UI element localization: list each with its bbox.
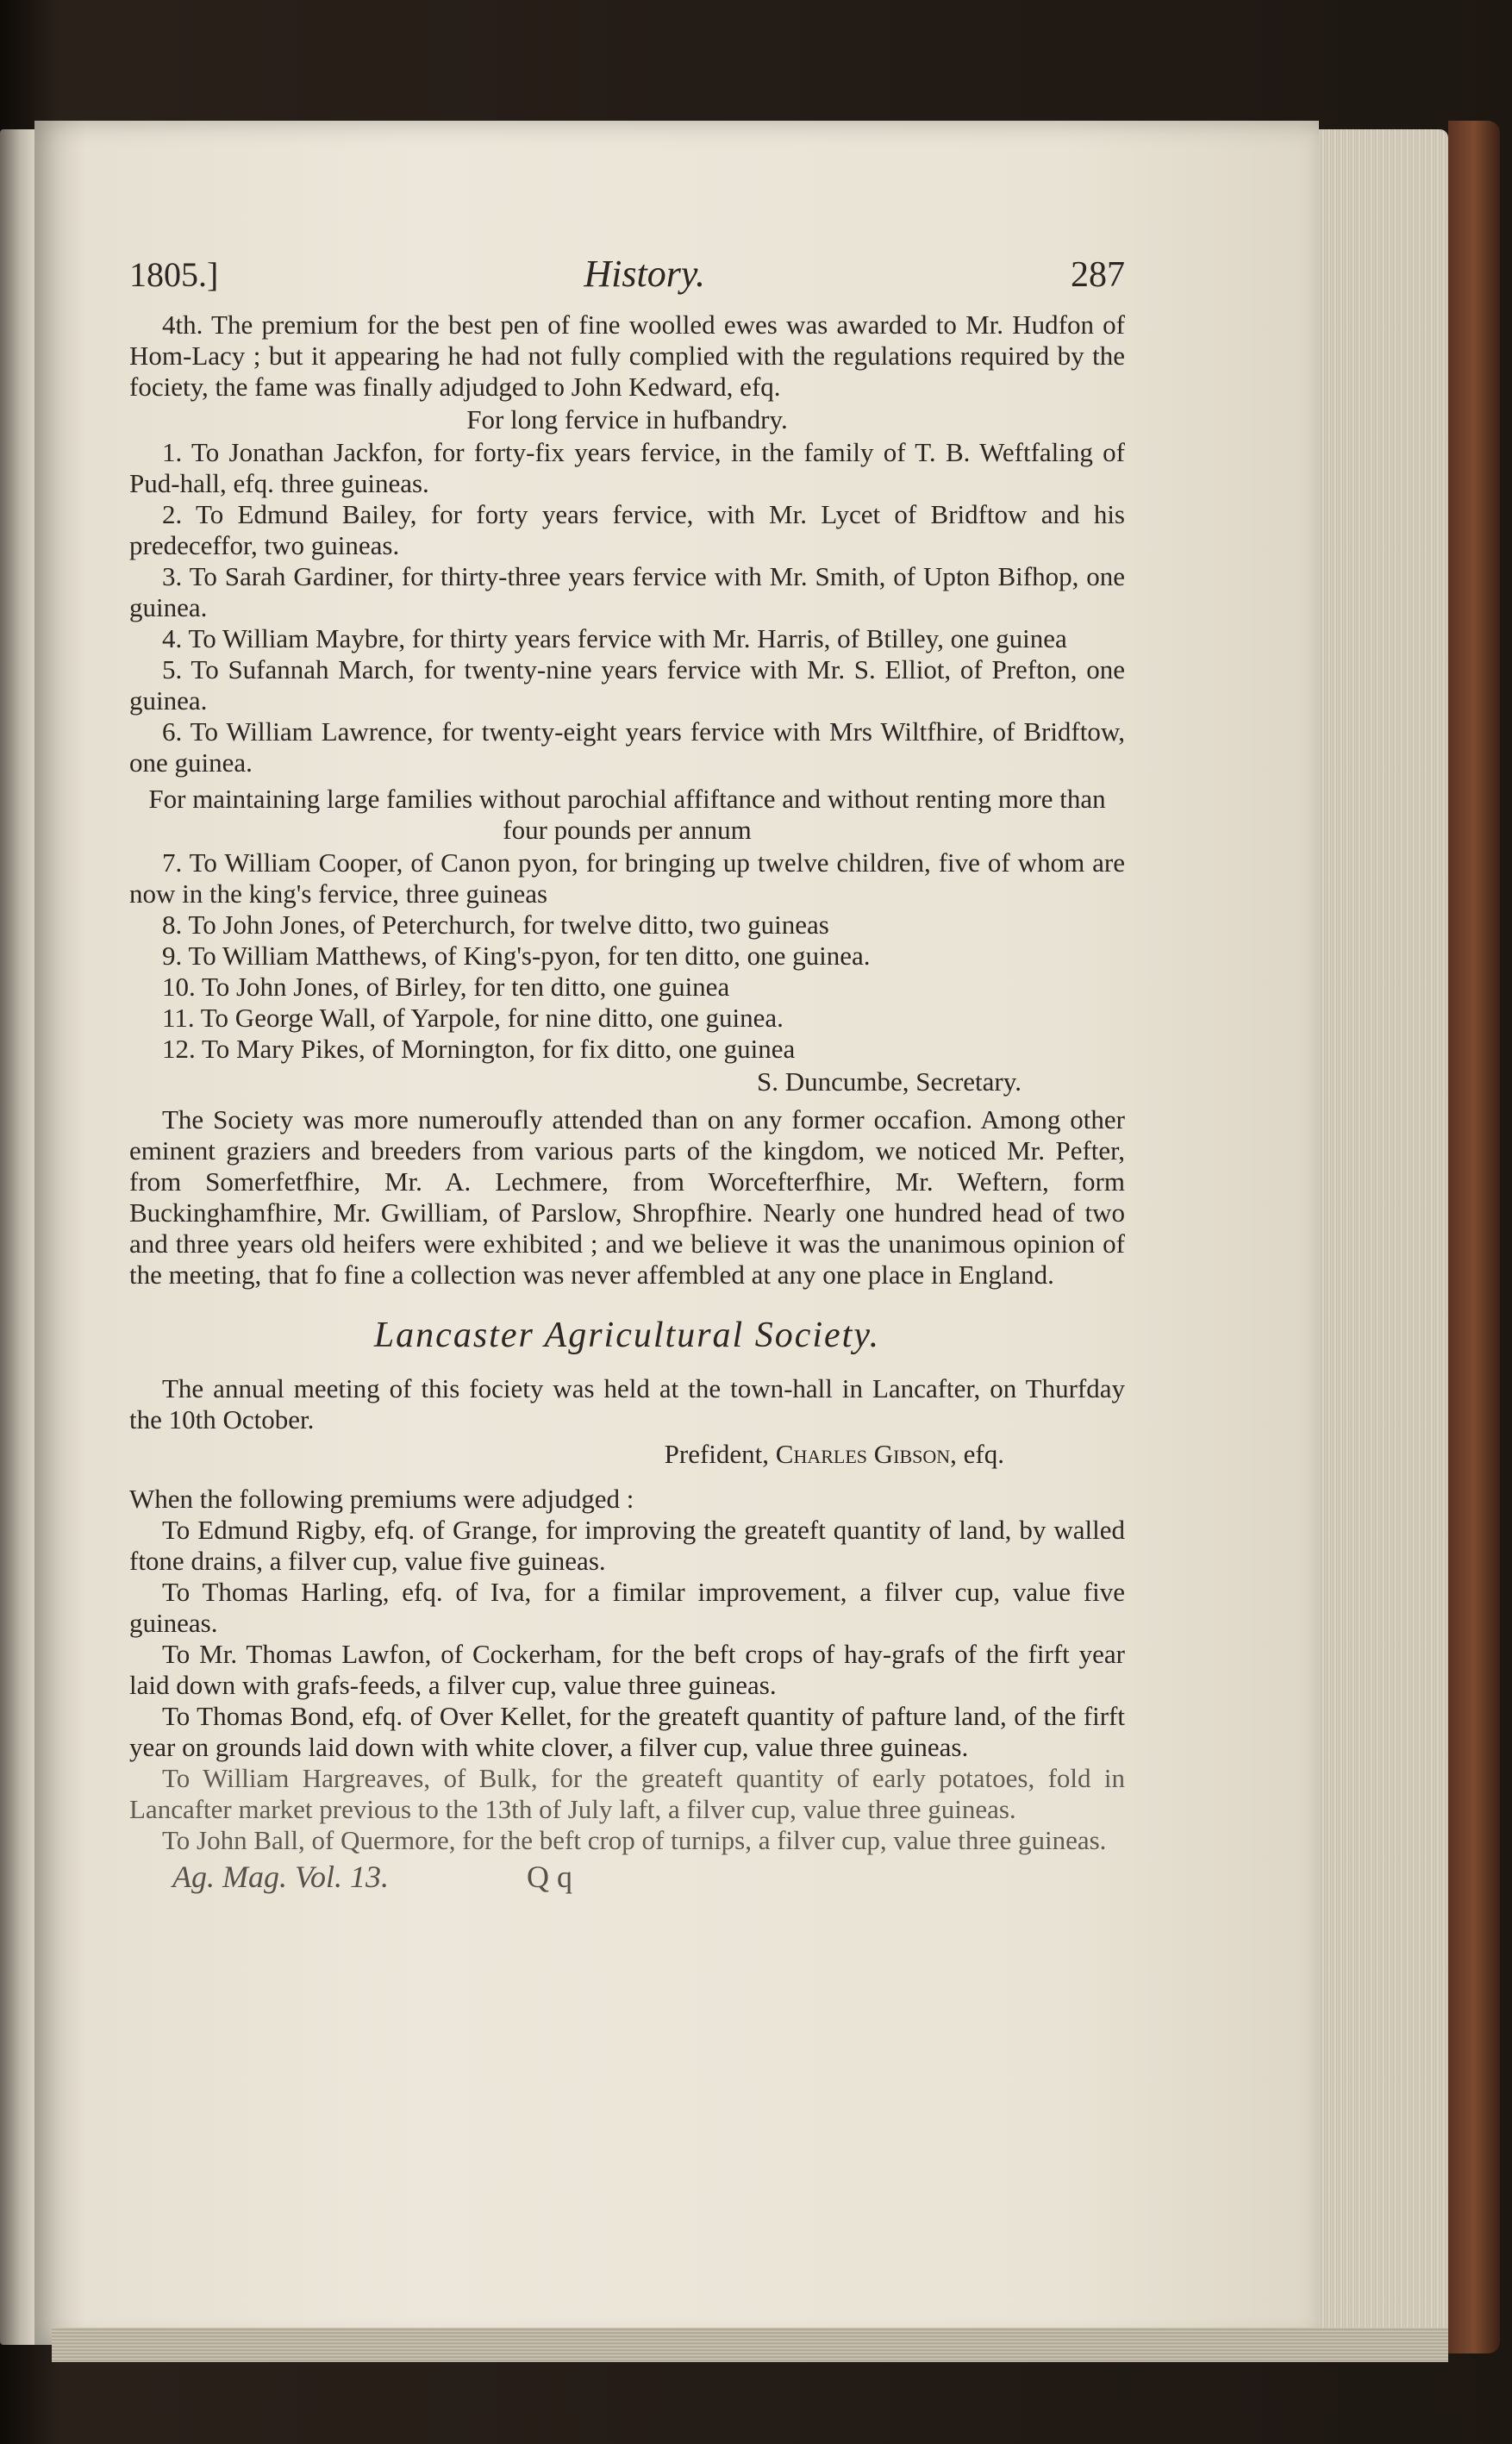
list-item: To William Hargreaves, of Bulk, for the greateft quantity of early potatoes, fold in Lancafter market previous to the 13th of July laft, a filver cup, value three guineas.: [129, 1763, 1125, 1824]
list-item: To John Ball, of Quermore, for the beft crop of turnips, a filver cup, value three guineas.: [162, 1825, 1107, 1855]
president-line: [129, 1439, 1004, 1470]
page-bottom-edge: [52, 2328, 1448, 2362]
header-year: 1805.]: [129, 255, 219, 294]
list-item: 3. To Sarah Gardiner, for thirty-three years fervice with Mr. Smith, of Upton Bifhop, one guinea.: [129, 561, 1125, 622]
list-item: 7. To William Cooper, of Canon pyon, for bringing up twelve children, five of whom are now in the king's fervice, three guineas: [129, 847, 1125, 909]
page-number: 287: [1071, 255, 1125, 295]
president-name: Charles Gibson: [775, 1439, 951, 1469]
subheading-service: For long fervice in hufbandry.: [466, 404, 788, 434]
paragraph-premiums-intro: When the following premiums were adjudged :: [129, 1484, 634, 1514]
list-item: To Edmund Rigby, efq. of Grange, for improving the greateft quantity of land, by walled ftone drains, a filver cup, value five guineas.: [129, 1515, 1125, 1576]
header-title: History.: [584, 253, 705, 295]
list-item: 2. To Edmund Bailey, for forty years fervice, with Mr. Lycet of Bridftow and his predeceffor, two guineas.: [129, 499, 1125, 560]
list-item: 8. To John Jones, of Peterchurch, for twelve ditto, two guineas: [162, 909, 829, 940]
page-text: [129, 253, 1125, 1894]
paragraph-attendance: The Society was more numeroufly attended than on any former occafion. Among other eminent graziers and breeders from various parts of the kingdom, we noticed Mr. Pefter, from Somerfetfhire, Mr. A. Lechmere, from Worcefterfhire, Mr. Weftern, form Buckinghamfhire, Mr. Gwilliam, of Parslow, Shropfhire. Nearly one hundred head of two and three years old heifers were exhibited ; and we believe it was the unanimous opinion of the meeting, that fo fine a collection was never affembled at any one place in England.: [129, 1104, 1125, 1290]
volume-reference: Ag. Mag. Vol. 13.: [172, 1860, 389, 1894]
secretary-signature: S. Duncumbe, Secretary.: [756, 1066, 1022, 1097]
page-fore-edge: [1319, 129, 1448, 2336]
book-cover-edge: [1448, 121, 1500, 2353]
signature-mark: Q q: [526, 1860, 572, 1894]
list-item: 5. To Sufannah March, for twenty-nine years fervice with Mr. S. Elliot, of Prefton, one guinea.: [129, 654, 1125, 716]
paragraph-premium-ewes: 4th. The premium for the best pen of fine woolled ewes was awarded to Mr. Hudfon of Hom-Lacy ; but it appearing he had not fully complied with the regulations required by the fociety, the fame was finally adjudged to John Kedward, efq.: [129, 309, 1125, 402]
list-item: To Mr. Thomas Lawfon, of Cockerham, for the beft crops of hay-grafs of the firft year laid down with grafs-feeds, a filver cup, value three guineas.: [129, 1639, 1125, 1700]
president-suffix: , efq.: [950, 1439, 1004, 1469]
list-item: 1. To Jonathan Jackfon, for forty-fix years fervice, in the family of T. B. Weftfaling of Pud-hall, efq. three guineas.: [129, 437, 1125, 498]
paragraph-annual-meeting: The annual meeting of this fociety was held at the town-hall in Lancafter, on Thurfday the 10th October.: [129, 1373, 1125, 1435]
list-item: 12. To Mary Pikes, of Mornington, for fix ditto, one guinea: [162, 1034, 796, 1064]
left-page-edge: [0, 129, 34, 2345]
list-item: To Thomas Harling, efq. of Iva, for a fimilar improvement, a filver cup, value five guineas.: [129, 1577, 1125, 1638]
section-title: Lancaster Agricultural Society.: [373, 1316, 881, 1355]
president-label: Prefident,: [664, 1439, 770, 1469]
subheading-families: For maintaining large families without parochial affiftance and without renting more than four pounds per annum: [148, 784, 1106, 845]
running-header: [129, 253, 1125, 295]
list-item: To Thomas Bond, efq. of Over Kellet, for the greateft quantity of pafture land, of the firft year on grounds laid down with white clover, a filver cup, value three guineas.: [129, 1701, 1125, 1762]
list-item: 10. To John Jones, of Birley, for ten ditto, one guinea: [162, 972, 730, 1002]
list-item: 4. To William Maybre, for thirty years fervice with Mr. Harris, of Btilley, one guinea: [162, 623, 1067, 653]
page-footer: [129, 1861, 1125, 1892]
list-item: 6. To William Lawrence, for twenty-eight years fervice with Mrs Wiltfhire, of Bridftow, one guinea.: [129, 716, 1125, 778]
list-item: 9. To William Matthews, of King's-pyon, for ten ditto, one guinea.: [162, 941, 871, 971]
list-item: 11. To George Wall, of Yarpole, for nine ditto, one guinea.: [162, 1003, 784, 1033]
